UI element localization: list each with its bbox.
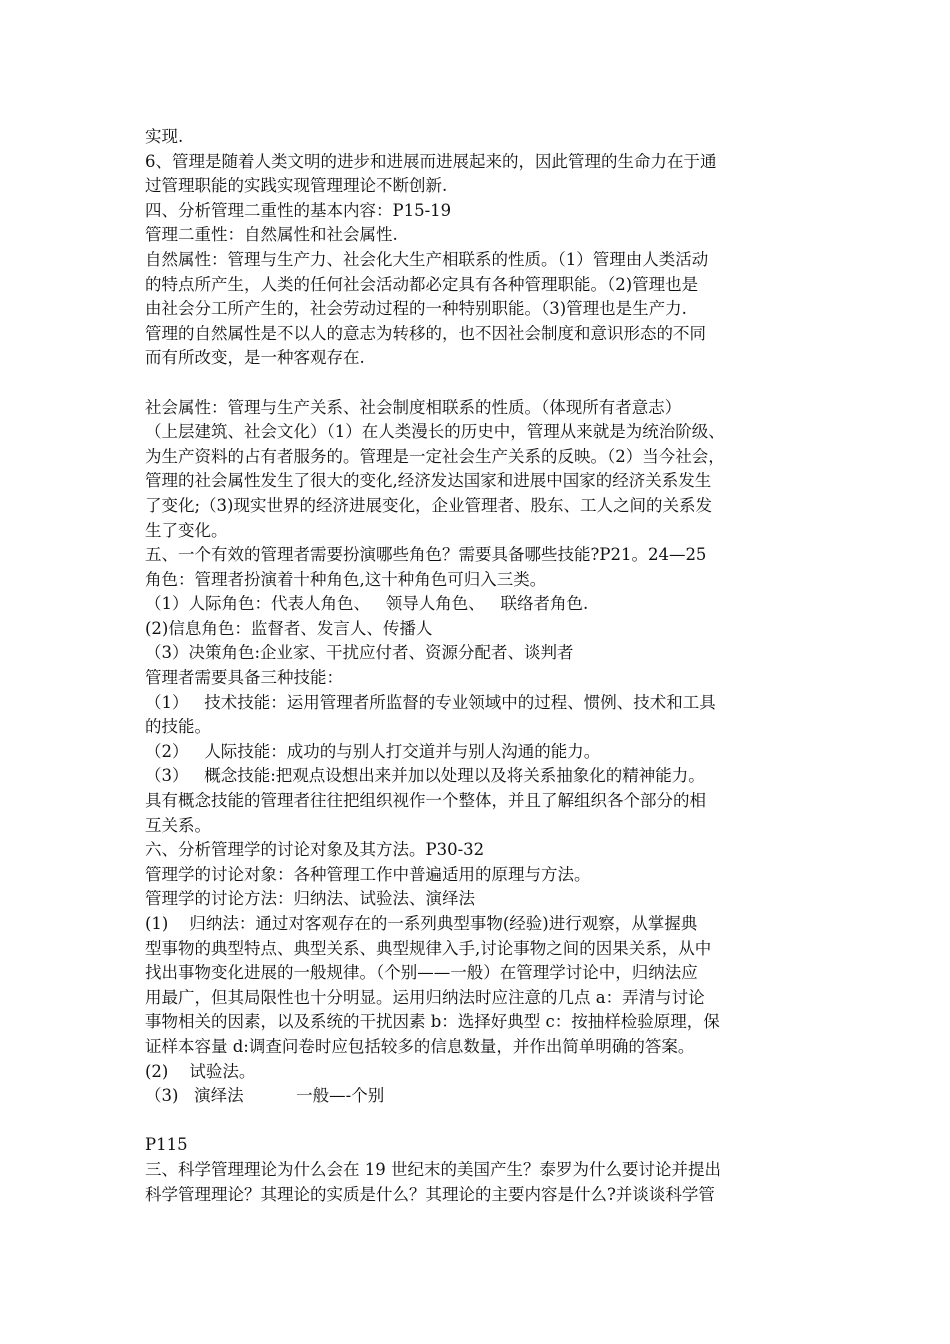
text-line: 型事物的典型特点、典型关系、典型规律入手,讨论事物之间的因果关系，从中 xyxy=(145,938,712,958)
text-line: 生了变化。 xyxy=(145,520,228,540)
text-line: 6、管理是随着人类文明的进步和进展而进展起来的，因此管理的生命力在于通 xyxy=(145,151,717,171)
blank-line xyxy=(145,371,815,396)
text-line: 了变化;（3)现实世界的经济进展变化，企业管理者、股东、工人之间的关系发 xyxy=(145,495,712,515)
text-line: 由社会分工所产生的，社会劳动过程的一种特别职能。（3)管理也是生产力. xyxy=(145,299,687,319)
text-line: 管理者需要具备三种技能： xyxy=(145,668,343,688)
text-line: 管理学的讨论方法：归纳法、试验法、演绎法 xyxy=(145,889,475,909)
text-line: 四、分析管理二重性的基本内容：P15-19 xyxy=(145,200,452,220)
text-line: 找出事物变化进展的一般规律。（个别——一般）在管理学讨论中，归纳法应 xyxy=(145,963,698,983)
text-line: 社会属性：管理与生产关系、社会制度相联系的性质。（体现所有者意志） xyxy=(145,397,682,417)
text-line: (2) 试验法。 xyxy=(145,1061,256,1081)
text-line: 的特点所产生，人类的任何社会活动都必定具有各种管理职能。（2)管理也是 xyxy=(145,274,699,294)
blank-line xyxy=(145,1109,815,1134)
text-line: 管理的社会属性发生了很大的变化,经济发达国家和进展中国家的经济关系发生 xyxy=(145,471,712,491)
text-line: （1）人际角色：代表人角色、 领导人角色、 联络者角色. xyxy=(145,594,589,614)
text-line: 自然属性：管理与生产力、社会化大生产相联系的性质。（1）管理由人类活动 xyxy=(145,249,709,269)
text-line: 为生产资料的占有者服务的。管理是一定社会生产关系的反映。（2）当今社会， xyxy=(145,446,725,466)
text-line: 管理二重性：自然属性和社会属性. xyxy=(145,225,398,245)
text-line: 互关系。 xyxy=(145,815,211,835)
text-line: 角色：管理者扮演着十种角色,这十种角色可归入三类。 xyxy=(145,569,547,589)
text-line: 科学管理理论？其理论的实质是什么？其理论的主要内容是什么?并谈谈科学管 xyxy=(145,1184,715,1204)
text-line: 的技能。 xyxy=(145,717,211,737)
text-line: 三、科学管理理论为什么会在 19 世纪末的美国产生？泰罗为什么要讨论并提出 xyxy=(145,1159,721,1179)
text-line: 而有所改变，是一种客观存在. xyxy=(145,348,365,368)
text-line: 管理的自然属性是不以人的意志为转移的，也不因社会制度和意识形态的不同 xyxy=(145,323,706,343)
text-line: （3) 演绎法 一般—-个别 xyxy=(145,1086,385,1106)
text-line: P115 xyxy=(145,1135,188,1155)
text-line: 六、分析管理学的讨论对象及其方法。P30-32 xyxy=(145,840,485,860)
document-body xyxy=(145,125,815,1207)
text-line: 管理学的讨论对象：各种管理工作中普遍适用的原理与方法。 xyxy=(145,864,591,884)
text-line: （2） 人际技能：成功的与别人打交道并与别人沟通的能力。 xyxy=(145,741,601,761)
text-line: 用最广，但其局限性也十分明显。运用归纳法时应注意的几点 a：弄清与讨论 xyxy=(145,987,705,1007)
text-line: 具有概念技能的管理者往往把组织视作一个整体，并且了解组织各个部分的相 xyxy=(145,791,706,811)
text-line: （3）决策角色:企业家、干扰应付者、资源分配者、谈判者 xyxy=(145,643,574,663)
text-line: 证样本容量 d:调查问卷时应包括较多的信息数量，并作出简单明确的答案。 xyxy=(145,1036,695,1056)
text-line: （上层建筑、社会文化）（1）在人类漫长的历史中，管理从来就是为统治阶级、 xyxy=(145,422,725,442)
text-line: 过管理职能的实践实现管理理论不断创新. xyxy=(145,176,448,196)
text-line: (1) 归纳法：通过对客观存在的一系列典型事物(经验)进行观察，从掌握典 xyxy=(145,914,698,933)
text-line: （3） 概念技能:把观点设想出来并加以处理以及将关系抽象化的精神能力。 xyxy=(145,766,705,786)
text-line: 事物相关的因素，以及系统的干扰因素 b：选择好典型 c：按抽样检验原理，保 xyxy=(145,1012,720,1032)
text-line: （1） 技术技能：运用管理者所监督的专业领域中的过程、惯例、技术和工具 xyxy=(145,692,716,712)
text-line: 五、一个有效的管理者需要扮演哪些角色？需要具备哪些技能?P21。24—25 xyxy=(145,545,707,565)
text-line: (2)信息角色：监督者、发言人、传播人 xyxy=(145,618,433,638)
text-line: 实现. xyxy=(145,127,184,146)
